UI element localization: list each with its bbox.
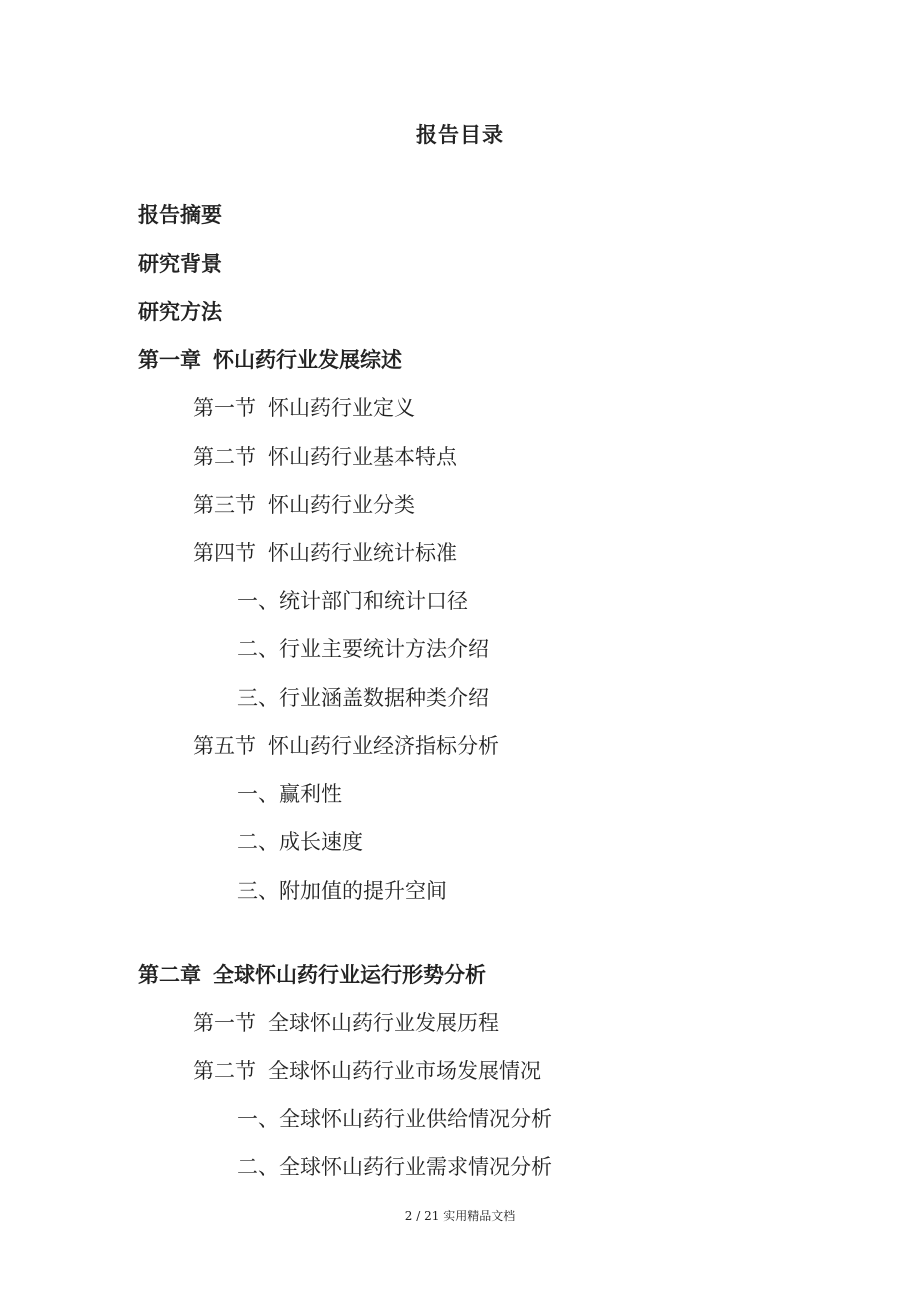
toc-chapter-number: 第二章 bbox=[138, 963, 201, 987]
toc-entry-summary[interactable] bbox=[138, 200, 222, 230]
toc-item-label: 一、赢利性 bbox=[237, 782, 342, 806]
toc-item-2-2-1[interactable] bbox=[237, 1104, 552, 1134]
page-title: 报告目录 bbox=[416, 123, 504, 147]
toc-section-number: 第四节 bbox=[193, 541, 256, 565]
toc-section-title: 全球怀山药行业发展历程 bbox=[268, 1011, 499, 1035]
toc-entry-label: 研究方法 bbox=[138, 300, 222, 324]
toc-chapter-title: 全球怀山药行业运行形势分析 bbox=[213, 963, 486, 987]
toc-section-1-2[interactable] bbox=[193, 442, 457, 472]
toc-section-title: 怀山药行业分类 bbox=[268, 493, 415, 517]
toc-entry-background[interactable] bbox=[138, 249, 222, 279]
toc-section-title: 怀山药行业统计标准 bbox=[268, 541, 457, 565]
toc-item-1-5-3[interactable] bbox=[237, 876, 447, 906]
toc-section-title: 全球怀山药行业市场发展情况 bbox=[268, 1059, 541, 1083]
toc-item-1-5-2[interactable] bbox=[237, 827, 363, 857]
toc-section-2-2[interactable] bbox=[193, 1056, 541, 1086]
toc-section-1-4[interactable] bbox=[193, 538, 457, 568]
toc-item-1-4-1[interactable] bbox=[237, 586, 468, 616]
toc-section-number: 第一节 bbox=[193, 396, 256, 420]
toc-item-label: 二、全球怀山药行业需求情况分析 bbox=[237, 1155, 552, 1179]
toc-chapter-1[interactable] bbox=[138, 345, 402, 375]
toc-section-1-1[interactable] bbox=[193, 393, 415, 423]
toc-section-title: 怀山药行业经济指标分析 bbox=[268, 734, 499, 758]
toc-section-1-5[interactable] bbox=[193, 731, 499, 761]
toc-section-number: 第一节 bbox=[193, 1011, 256, 1035]
toc-item-1-5-1[interactable] bbox=[237, 779, 342, 809]
toc-entry-label: 报告摘要 bbox=[138, 203, 222, 227]
toc-item-label: 一、统计部门和统计口径 bbox=[237, 589, 468, 613]
toc-section-number: 第三节 bbox=[193, 493, 256, 517]
toc-item-1-4-3[interactable] bbox=[237, 683, 489, 713]
toc-entry-method[interactable] bbox=[138, 297, 222, 327]
toc-section-number: 第二节 bbox=[193, 1059, 256, 1083]
toc-chapter-2[interactable] bbox=[138, 960, 486, 990]
toc-item-label: 三、附加值的提升空间 bbox=[237, 879, 447, 903]
toc-item-label: 二、成长速度 bbox=[237, 830, 363, 854]
toc-item-2-2-2[interactable] bbox=[237, 1152, 552, 1182]
toc-item-label: 一、全球怀山药行业供给情况分析 bbox=[237, 1107, 552, 1131]
toc-section-number: 第二节 bbox=[193, 445, 256, 469]
toc-section-title: 怀山药行业定义 bbox=[268, 396, 415, 420]
toc-item-label: 二、行业主要统计方法介绍 bbox=[237, 637, 489, 661]
toc-chapter-number: 第一章 bbox=[138, 348, 201, 372]
toc-item-label: 三、行业涵盖数据种类介绍 bbox=[237, 686, 489, 710]
toc-section-1-3[interactable] bbox=[193, 490, 415, 520]
toc-item-1-4-2[interactable] bbox=[237, 634, 489, 664]
toc-section-2-1[interactable] bbox=[193, 1008, 499, 1038]
toc-chapter-title: 怀山药行业发展综述 bbox=[213, 348, 402, 372]
toc-entry-label: 研究背景 bbox=[138, 252, 222, 276]
toc-section-title: 怀山药行业基本特点 bbox=[268, 445, 457, 469]
toc-section-number: 第五节 bbox=[193, 734, 256, 758]
page-footer: 2 / 21 实用精品文档 bbox=[404, 1209, 516, 1223]
